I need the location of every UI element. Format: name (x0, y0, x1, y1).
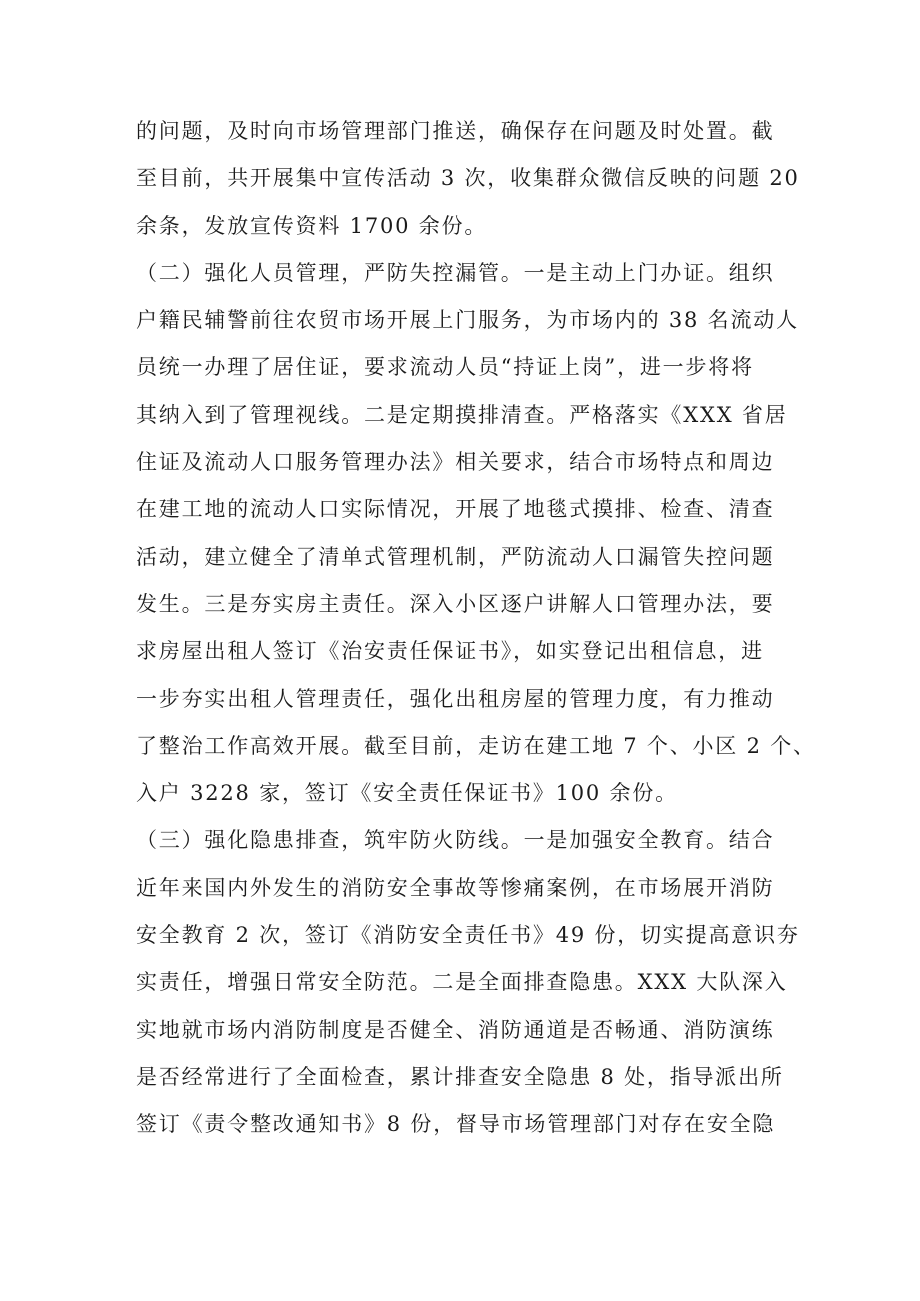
text-line: 实地就市场内消防制度是否健全、消防通道是否畅通、消防演练 (136, 1017, 775, 1042)
text-line: 了整治工作高效开展。截至目前，走访在建工地 7 个、小区 2 个、 (136, 733, 816, 758)
text-line: 近年来国内外发生的消防安全事故等惨痛案例，在市场展开消防 (136, 875, 775, 900)
text-line: 签订《责令整改通知书》8 份，督导市场管理部门对存在安全隐 (136, 1112, 776, 1137)
text-line: 是否经常进行了全面检查，累计排查安全隐患 8 处，指导派出所 (136, 1064, 784, 1089)
text-line: （三）强化隐患排查，筑牢防火防线。一是加强安全教育。结合 (136, 828, 775, 853)
text-line: 入户 3228 家，签订《安全责任保证书》100 余份。 (136, 781, 678, 806)
body-text (136, 108, 816, 1149)
text-line: 实责任，增强日常安全防范。二是全面排查隐患。XXX 大队深入 (136, 970, 788, 995)
text-line: 余条，发放宣传资料 1700 余份。 (136, 213, 488, 238)
text-line: 活动，建立健全了清单式管理机制，严防流动人口漏管失控问题 (136, 544, 775, 569)
text-line: 发生。三是夯实房主责任。深入小区逐户讲解人口管理办法，要 (136, 591, 775, 616)
text-line: 求房屋出租人签订《治安责任保证书》，如实登记出租信息，进 (136, 639, 764, 664)
text-line: （二）强化人员管理，严防失控漏管。一是主动上门办证。组织 (136, 260, 775, 285)
text-line: 其纳入到了管理视线。二是定期摸排清查。严格落实《XXX 省居 (136, 402, 788, 427)
text-line: 员统一办理了居住证，要求流动人员“持证上岗”，进一步将将 (136, 355, 754, 380)
text-line: 住证及流动人口服务管理办法》相关要求，结合市场特点和周边 (136, 450, 775, 475)
text-line: 的问题，及时向市场管理部门推送，确保存在问题及时处置。截 (136, 119, 775, 143)
text-line: 至目前，共开展集中宣传活动 3 次，收集群众微信反映的问题 20 (136, 166, 800, 191)
text-line: 户籍民辅警前往农贸市场开展上门服务，为市场内的 38 名流动人 (136, 308, 799, 333)
text-line: 安全教育 2 次，签订《消防安全责任书》49 份，切实提高意识夯 (136, 923, 800, 948)
text-line: 一步夯实出租人管理责任，强化出租房屋的管理力度，有力推动 (136, 686, 775, 711)
text-line: 在建工地的流动人口实际情况，开展了地毯式摸排、检查、清查 (136, 497, 775, 522)
